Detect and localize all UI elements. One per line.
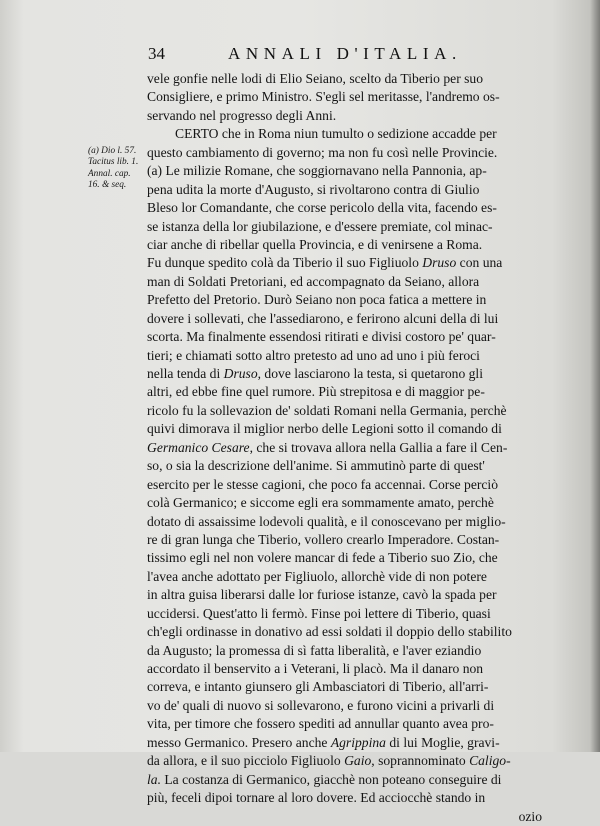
text-line: l'avea anche adottato per Figliuolo, allorchè vide di non potere [147, 568, 487, 584]
text-line: Fu dunque spedito colà da Tiberio il suo Figliuolo Druso con una [147, 255, 503, 271]
text-line: da Augusto; la promessa di sì fatta liberalità, e l'aver eziandio [147, 642, 482, 658]
text-line: dovere i sollevati, che l'assediarono, e ferirono alcuni della di lui [147, 310, 499, 326]
text-line: accordato il benservito a i Veterani, li placò. Ma il danaro non [147, 661, 484, 676]
body-text [147, 70, 542, 826]
text-line: dotato di assaissime lodevoli qualità, e il conoscevano per miglio- [147, 513, 506, 529]
text-line: nella tenda di Druso, dove lasciarono la testa, si quetarono gli [147, 366, 483, 381]
paragraph-first-line: CERTO che in Roma niun tumulto o sedizione accadde per [175, 126, 497, 142]
text-line: correva, e intanto giunsero gli Ambasciatori di Tiberio, all'arri- [147, 679, 489, 695]
text-line: vele gonfie nelle lodi di Elio Seiano, scelto da Tiberio per suo [147, 71, 484, 86]
text-line: scorta. Ma finalmente essendosi ritirati e divisi costoro pe' quar- [147, 329, 496, 345]
page-number: 34 [148, 44, 165, 63]
margin-note-line: 16. & seq. [88, 179, 127, 190]
text-line: Consigliere, e primo Ministro. S'egli sel meritasse, l'andremo os- [147, 89, 500, 105]
text-line: altri, ed ebbe fine quel rumore. Più strepitosa e di maggior pe- [147, 384, 485, 400]
margin-note [88, 146, 146, 191]
margin-note-line: Annal. cap. [88, 168, 131, 179]
text-line: messo Germanico. Presero anche Agrippina di lui Moglie, gravi- [147, 734, 500, 750]
text-line: (a) Le milizie Romane, che soggiornavano nella Pannonia, ap- [147, 163, 487, 179]
text-line: colà Germanico; e siccome egli era sommamente amato, perchè [147, 495, 494, 511]
margin-note-line: (a) Dio l. 57. [88, 146, 137, 156]
text-line: vita, per timore che fossero spediti ad annullar quanto avea pro- [147, 716, 494, 732]
text-line: man di Soldati Pretoriani, ed accompagnato da Seiano, allora [147, 273, 480, 289]
text-line: questo cambiamento di governo; ma non fu così nelle Provincie. [147, 144, 498, 160]
page-edge-shadow [590, 0, 600, 752]
running-title: ANNALI D'ITALIA. [228, 44, 462, 63]
text-line: Bleso lor Comandante, che corse pericolo della vita, facendo es- [147, 200, 497, 216]
text-line: ch'egli ordinasse in donativo ad essi soldati il doppio dello stabilito [147, 624, 512, 640]
text-line: Prefetto del Pretorio. Durò Seiano non poca fatica a mettere in [147, 292, 487, 308]
text-line: se istanza della lor giubilazione, e d'essere premiate, col minac- [147, 218, 493, 234]
text-line: da allora, e il suo picciolo Figliuolo Gaio, soprannominato Caligo- [147, 753, 511, 769]
text-line: quivi dimorava il miglior nerbo delle Legioni sotto il comando di [147, 421, 502, 437]
text-line: più, feceli dipoi tornare al loro dovere. Ed acciocchè stando in [147, 790, 486, 806]
margin-note-line: Tacitus lib. 1. [88, 157, 139, 168]
text-line: tissimo egli nel non volere mancar di fede a Tiberio suo Zio, che [147, 550, 498, 566]
text-line: so, o sia la descrizione dell'anime. Si ammutinò parte di quest' [147, 458, 485, 474]
page-header [148, 44, 568, 68]
text-line: tieri; e chiamati sotto altro pretesto ad uno ad uno i più feroci [147, 347, 480, 363]
text-line: vo de' quali di nuovo si sollevarono, e furono vicini a privarli di [147, 697, 495, 713]
text-line: la. La costanza di Germanico, giacchè non poteano conseguire di [147, 771, 502, 787]
text-line: uccidersi. Quest'atto li fermò. Finse poi lettere di Tiberio, quasi [147, 605, 491, 621]
text-line: re di gran lunga che Tiberio, vollero crearlo Imperadore. Costan- [147, 531, 500, 547]
text-line: ricolo fu la sollevazion de' soldati Romani nella Germania, perchè [147, 402, 507, 418]
catchword: ozio [518, 808, 542, 824]
text-line: servando nel progresso degli Anni. [147, 107, 337, 123]
text-line: Germanico Cesare, che si trovava allora nella Gallia a fare il Cen- [147, 439, 508, 455]
text-line: esercito per le stesse cagioni, che poco fa accennai. Corse perciò [147, 476, 499, 492]
text-line: pena udita la morte d'Augusto, si rivoltarono contra di Giulio [147, 181, 480, 197]
text-line: ciar anche di ribellar quella Provincia, e di venirsene a Roma. [147, 236, 483, 252]
text-line: in altra guisa liberarsi dalle lor furiose istanze, cavò la spada per [147, 587, 497, 603]
